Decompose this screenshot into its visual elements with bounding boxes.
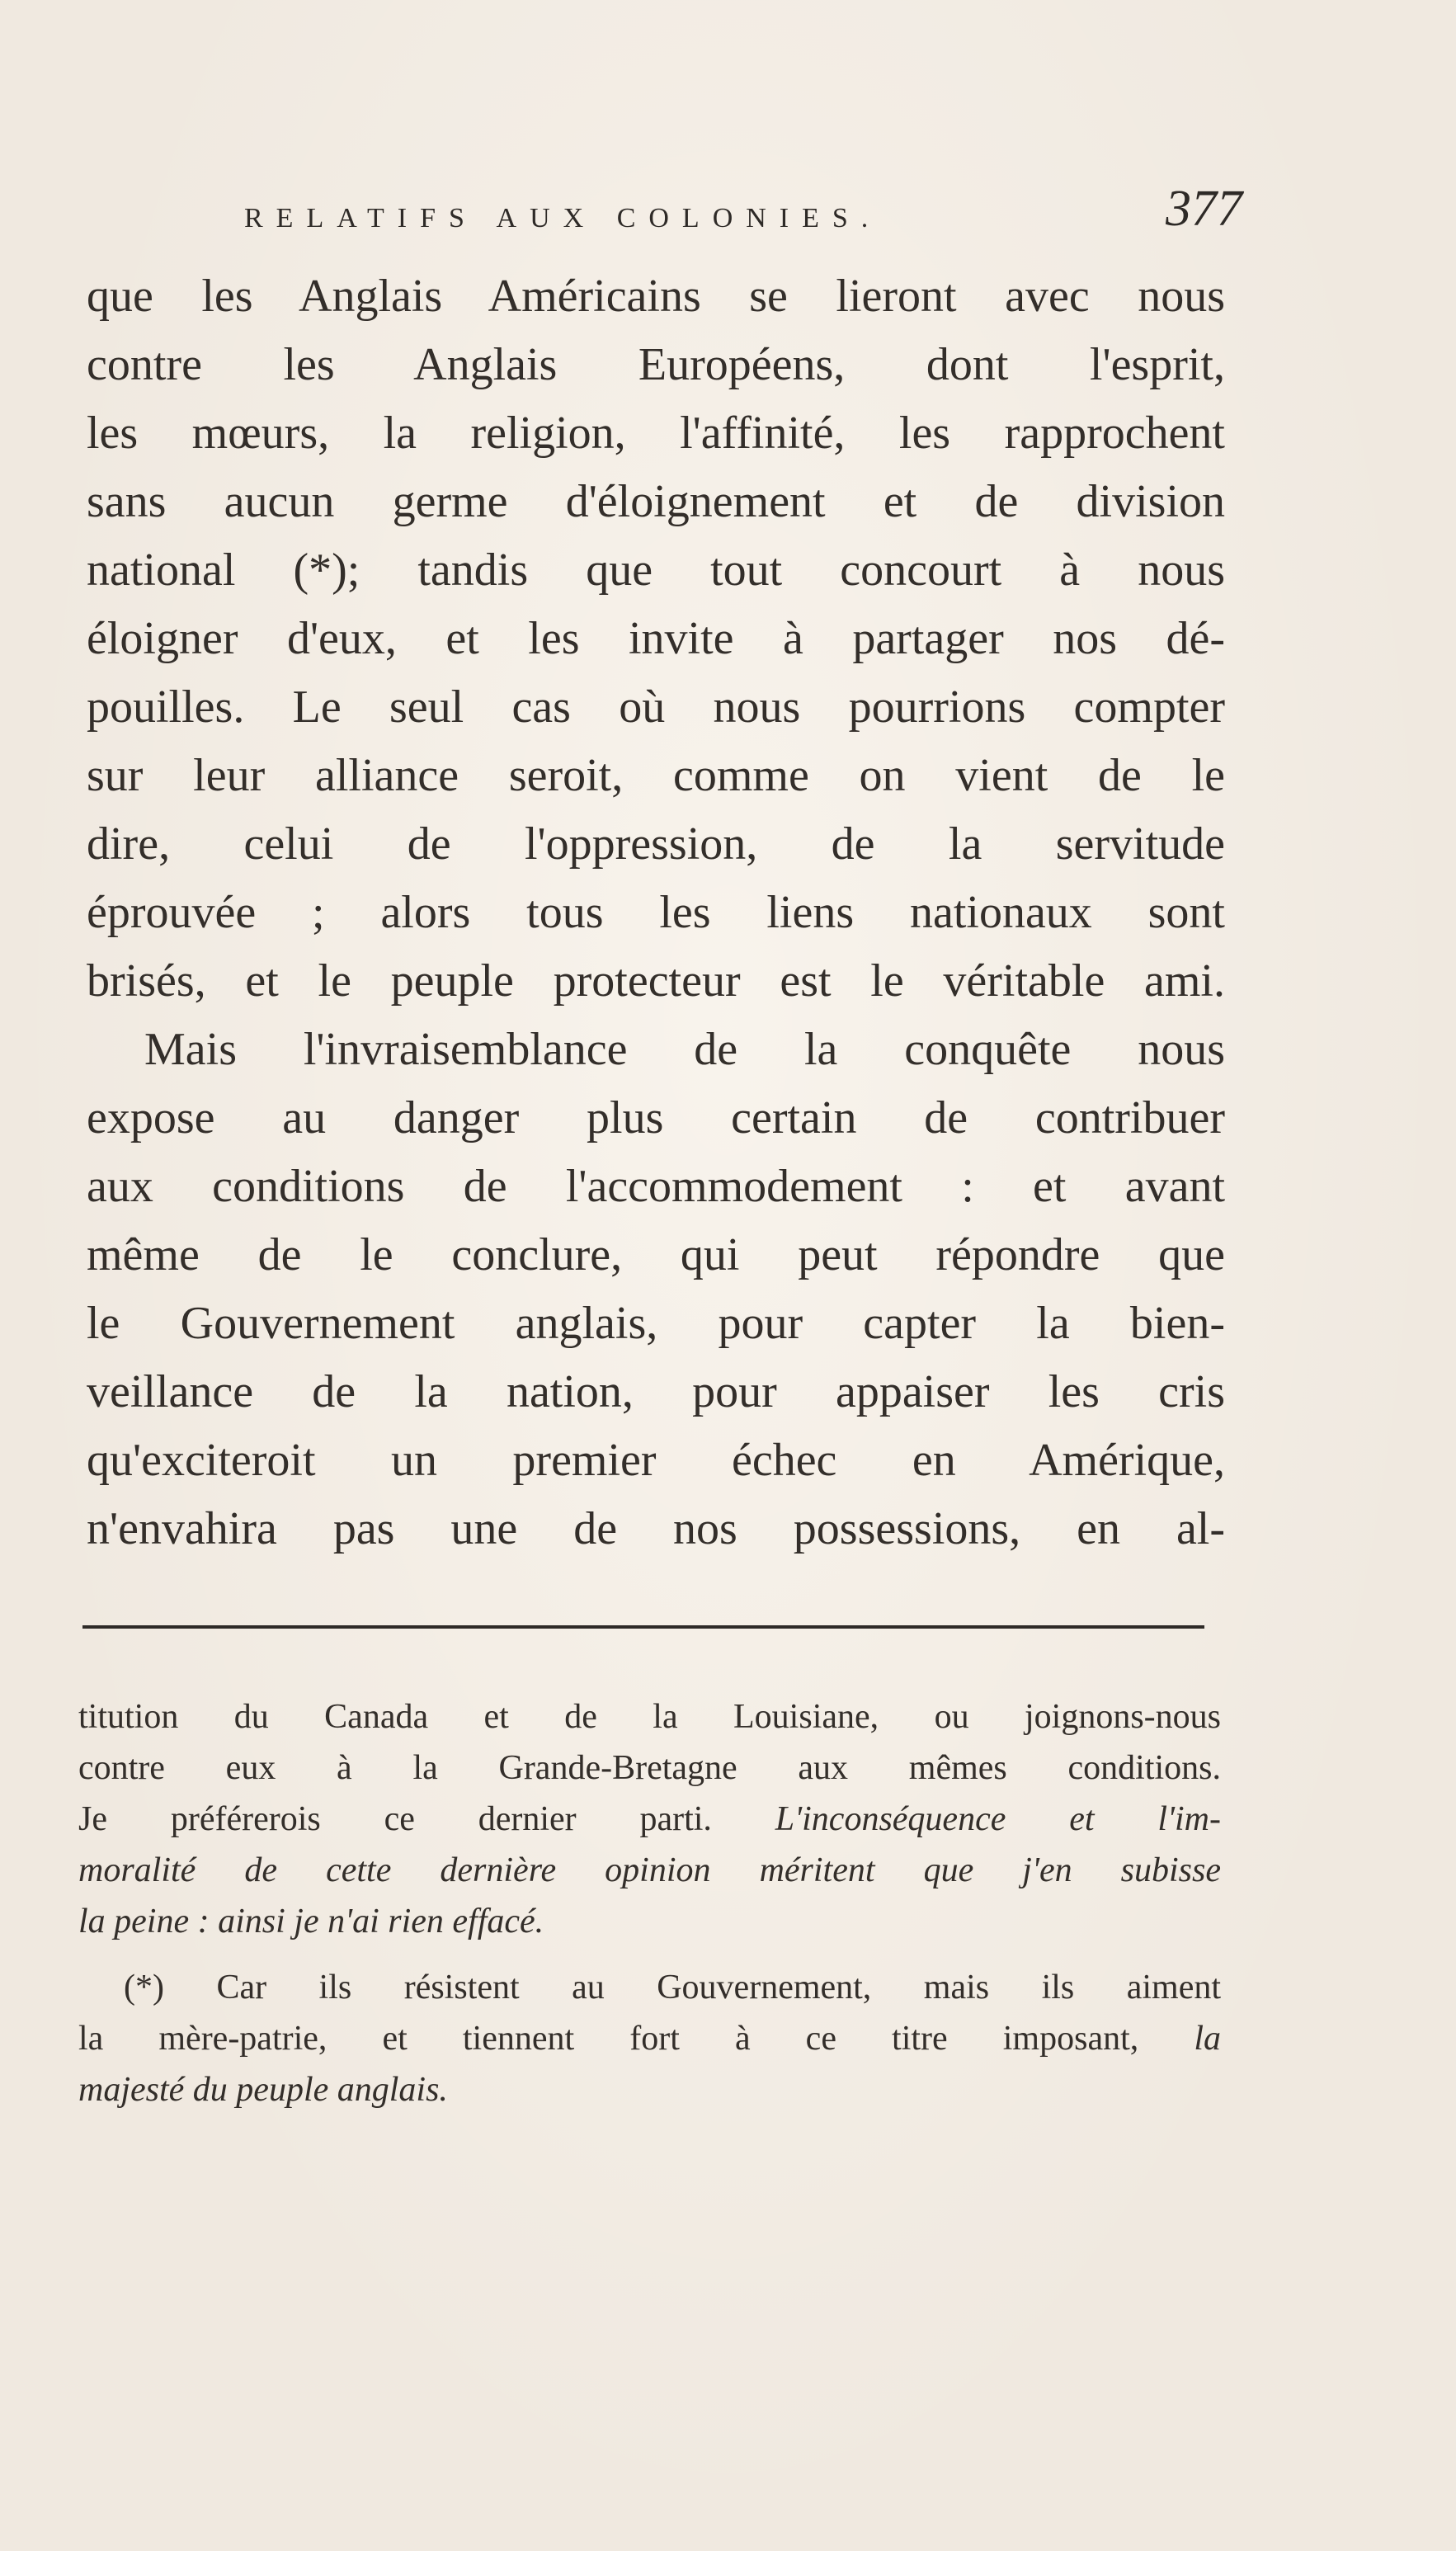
footnote-italic-text: la [1194,2020,1221,2058]
text-line: que les Anglais Américains se lieront avec nous [87,271,1225,322]
text-line: sans aucun germe d'éloignement et de division [87,476,1225,527]
footnote-rule [82,1625,1204,1629]
footnote-line: contre eux à la Grande-Bretagne aux mêmes conditions. [78,1749,1221,1787]
main-text [87,262,1225,1563]
text-line: pouilles. Le seul cas où nous pourrions compter [87,681,1225,733]
footnote-line: moralité de cette dernière opinion méritent que j'en subisse [78,1851,1221,1889]
text-line: expose au danger plus certain de contribuer [87,1092,1225,1143]
text-line: aux conditions de l'accommodement : et avant [87,1161,1225,1212]
footnote-line [78,1794,1221,1845]
footnote-text: la mère-patrie, et tiennent fort à ce titre imposant, [78,2020,1194,2058]
text-line: brisés, et le peuple protecteur est le véritable ami. [87,955,1225,1007]
page-number: 377 [1166,181,1242,237]
footnote-line: (*) Car ils résistent au Gouvernement, mais ils aiment [124,1969,1221,2006]
footnote-line: titution du Canada et de la Louisiane, ou joignons-nous [78,1698,1221,1736]
running-head: RELATIFS AUX COLONIES. [244,203,882,233]
text-line: veillance de la nation, pour appaiser les cris [87,1366,1225,1417]
text-line: n'envahira pas une de nos possessions, en al- [87,1503,1225,1554]
footnote-text: Je préférerois ce dernier parti. [78,1800,775,1838]
footnote-star [78,1962,1221,2115]
footnote-italic-text: L'inconséquence et l'im- [775,1800,1222,1838]
text-line: éloigner d'eux, et les invite à partager nos dé- [87,613,1225,664]
text-line: éprouvée ; alors tous les liens nationaux sont [87,887,1225,938]
text-line: contre les Anglais Européens, dont l'esprit, [87,339,1225,390]
footnote-line: la peine : ainsi je n'ai rien effacé. [78,1903,544,1940]
text-line: les mœurs, la religion, l'affinité, les rapprochent [87,408,1225,459]
text-line: qu'exciteroit un premier échec en Amérique, [87,1435,1225,1486]
footnote-line [78,2013,1221,2064]
page-header [244,180,1242,262]
text-line: le Gouvernement anglais, pour capter la bien- [87,1298,1225,1349]
footnote-line: majesté du peuple anglais. [78,2071,448,2109]
text-line: sur leur alliance seroit, comme on vient de le [87,750,1225,801]
text-line: même de le conclure, qui peut répondre que [87,1229,1225,1280]
footnotes [78,1691,1221,2115]
footnote-continued [78,1691,1221,1947]
text-line: dire, celui de l'oppression, de la servitude [87,818,1225,870]
text-line: Mais l'invraisemblance de la conquête nous [144,1024,1225,1075]
text-line: national (*); tandis que tout concourt à nous [87,545,1225,596]
